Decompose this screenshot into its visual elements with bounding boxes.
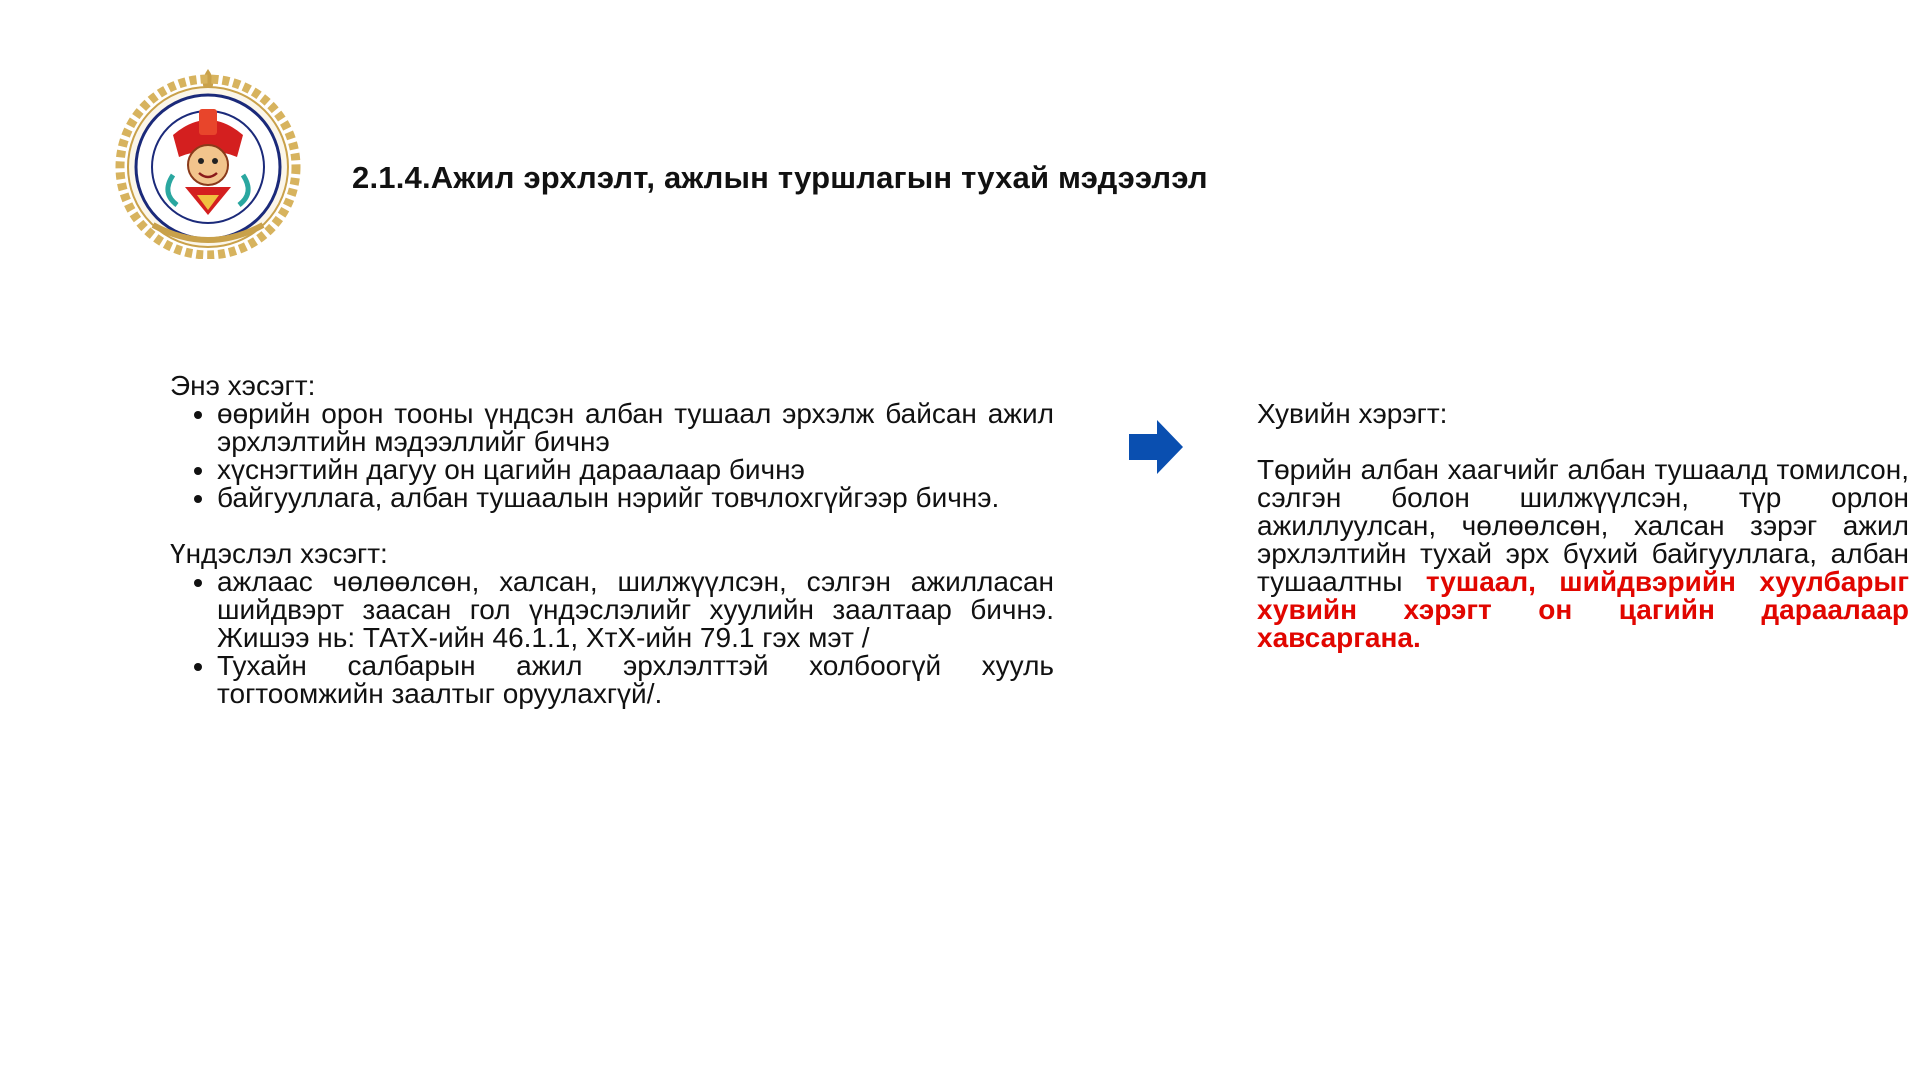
section-list	[170, 400, 1054, 512]
section-heading: Энэ хэсэгт:	[170, 370, 316, 401]
agency-logo	[113, 65, 303, 259]
list-item: • байгууллага, албан тушаалын нэрийг товчлохгүйгээр бичнэ.	[217, 484, 1054, 512]
list-item: • хүснэгтийн дагуу он цагийн дараалаар бичнэ	[217, 456, 1054, 484]
personal-file-paragraph	[1257, 456, 1909, 652]
arrow-connector	[1127, 418, 1185, 476]
agency-emblem-icon	[113, 65, 303, 259]
list-item: • ажлаас чөлөөлсөн, халсан, шилжүүлсэн, сэлгэн ажилласан шийдвэрт заасан гол үндэслэлийг хуулийн заалтаар бичнэ. Жишээ нь: ТАтХ-ийн 46.1.1, ХтХ-ийн 79.1 гэх мэт /	[217, 568, 1054, 652]
page-title: 2.1.4.Ажил эрхлэлт, ажлын туршлагын тухай мэдээлэл	[352, 160, 1208, 195]
paragraph-text: Төрийн албан хаагчийг албан тушаалд томилсон, сэлгэн болон шилжүүлсэн, түр орлон ажиллуулсан, чөлөөлсөн, халсан зэрэг ажил эрхлэлтийн тухай эрх бүхий байгууллага, албан тушаалтны	[1257, 454, 1909, 597]
personal-file-column	[1257, 400, 1909, 652]
section-list	[170, 568, 1054, 708]
list-item: • өөрийн орон тооны үндсэн албан тушаал эрхэлж байсан ажил эрхлэлтийн мэдээллийг бичнэ	[217, 400, 1054, 456]
instructions-column	[170, 372, 1054, 708]
section-heading: Хувийн хэрэгт:	[1257, 398, 1448, 429]
paragraph-highlight: тушаал, шийдвэрийн хуулбарыг хувийн хэрэгт он цагийн дараалаар хавсаргана.	[1257, 566, 1909, 653]
right-arrow-icon	[1127, 418, 1185, 476]
list-item: • Тухайн салбарын ажил эрхлэлттэй холбоогүй хууль тогтоомжийн заалтыг оруулахгүй/.	[217, 652, 1054, 708]
section-heading: Үндэслэл хэсэгт:	[170, 538, 388, 569]
arrow-shape	[1129, 420, 1183, 474]
